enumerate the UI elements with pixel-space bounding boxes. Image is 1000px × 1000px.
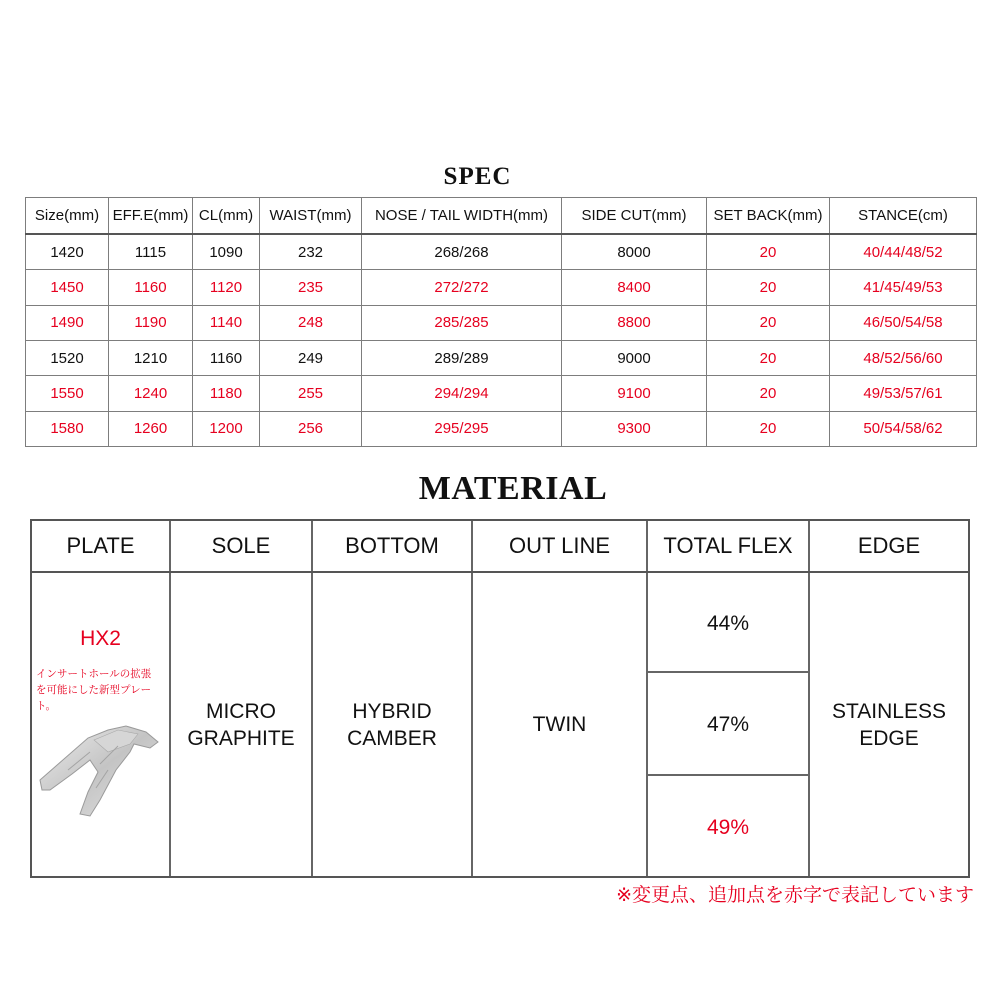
spec-cell: 232 <box>260 234 362 270</box>
spec-cell: 1120 <box>193 270 260 305</box>
spec-header-cell: NOSE / TAIL WIDTH(mm) <box>362 198 562 235</box>
spec-cell: 1450 <box>26 270 109 305</box>
spec-cell: 1090 <box>193 234 260 270</box>
spec-table <box>25 197 977 447</box>
spec-cell: 9100 <box>562 376 707 411</box>
spec-cell: 20 <box>707 340 830 375</box>
spec-cell: 1520 <box>26 340 109 375</box>
spec-cell: 285/285 <box>362 305 562 340</box>
material-header-plate: PLATE <box>32 521 171 571</box>
spec-cell: 9000 <box>562 340 707 375</box>
spec-row <box>26 340 977 375</box>
material-title: MATERIAL <box>418 470 608 507</box>
flex-value: 44% <box>706 611 750 635</box>
spec-row <box>26 411 977 446</box>
spec-cell: 256 <box>260 411 362 446</box>
spec-cell: 1115 <box>109 234 193 270</box>
spec-cell: 9300 <box>562 411 707 446</box>
material-header-bottom: BOTTOM <box>313 521 473 571</box>
spec-header-cell: CL(mm) <box>193 198 260 235</box>
material-header-outline: OUT LINE <box>473 521 648 571</box>
spec-cell: 1140 <box>193 305 260 340</box>
spec-cell: 1160 <box>193 340 260 375</box>
spec-cell: 249 <box>260 340 362 375</box>
spec-row <box>26 376 977 411</box>
spec-header-cell: STANCE(cm) <box>830 198 977 235</box>
spec-header-row <box>26 198 977 235</box>
spec-cell: 46/50/54/58 <box>830 305 977 340</box>
spec-cell: 1180 <box>193 376 260 411</box>
spec-cell: 272/272 <box>362 270 562 305</box>
material-header-sole: SOLE <box>171 521 313 571</box>
footnote: ※変更点、追加点を赤字で表記しています <box>616 884 974 906</box>
spec-cell: 49/53/57/61 <box>830 376 977 411</box>
spec-cell: 248 <box>260 305 362 340</box>
flex-value: 49% <box>706 815 750 839</box>
spec-cell: 289/289 <box>362 340 562 375</box>
spec-cell: 20 <box>707 376 830 411</box>
spec-cell: 48/52/56/60 <box>830 340 977 375</box>
spec-cell: 20 <box>707 234 830 270</box>
material-header-total-flex: TOTAL FLEX <box>648 521 810 571</box>
spec-cell: 1420 <box>26 234 109 270</box>
material-table <box>30 519 970 878</box>
spec-cell: 20 <box>707 270 830 305</box>
spec-header-cell: SET BACK(mm) <box>707 198 830 235</box>
spec-cell: 20 <box>707 305 830 340</box>
spec-row <box>26 305 977 340</box>
spec-cell: 1550 <box>26 376 109 411</box>
plate-name: HX2 <box>80 627 121 650</box>
spec-cell: 1210 <box>109 340 193 375</box>
spec-cell: 1160 <box>109 270 193 305</box>
spec-cell: 20 <box>707 411 830 446</box>
spec-cell: 1200 <box>193 411 260 446</box>
plate-note: インサートホールの拡張 を可能にした新型プレー ト。 <box>36 668 152 712</box>
spec-row <box>26 234 977 270</box>
spec-cell: 1190 <box>109 305 193 340</box>
spec-cell: 255 <box>260 376 362 411</box>
spec-header-cell: SIDE CUT(mm) <box>562 198 707 235</box>
spec-row <box>26 270 977 305</box>
material-header-edge: EDGE <box>857 533 921 558</box>
spec-cell: 50/54/58/62 <box>830 411 977 446</box>
spec-cell: 1260 <box>109 411 193 446</box>
spec-header-cell: EFF.E(mm) <box>109 198 193 235</box>
spec-cell: 1240 <box>109 376 193 411</box>
sole-value: MICRO GRAPHITE <box>187 699 295 750</box>
spec-cell: 235 <box>260 270 362 305</box>
spec-cell: 8000 <box>562 234 707 270</box>
spec-cell: 295/295 <box>362 411 562 446</box>
spec-cell: 294/294 <box>362 376 562 411</box>
spec-cell: 1490 <box>26 305 109 340</box>
spec-cell: 8400 <box>562 270 707 305</box>
flex-value: 47% <box>706 712 750 736</box>
bottom-value: HYBRID CAMBER <box>347 699 437 750</box>
spec-header-cell: Size(mm) <box>26 198 109 235</box>
spec-header-cell: WAIST(mm) <box>260 198 362 235</box>
spec-cell: 41/45/49/53 <box>830 270 977 305</box>
spec-cell: 40/44/48/52 <box>830 234 977 270</box>
spec-cell: 268/268 <box>362 234 562 270</box>
edge-value: STAINLESS EDGE <box>832 699 946 750</box>
spec-title: SPEC <box>443 163 512 190</box>
outline-value: TWIN <box>532 713 587 736</box>
spec-cell: 8800 <box>562 305 707 340</box>
plate-image <box>38 718 163 818</box>
spec-cell: 1580 <box>26 411 109 446</box>
